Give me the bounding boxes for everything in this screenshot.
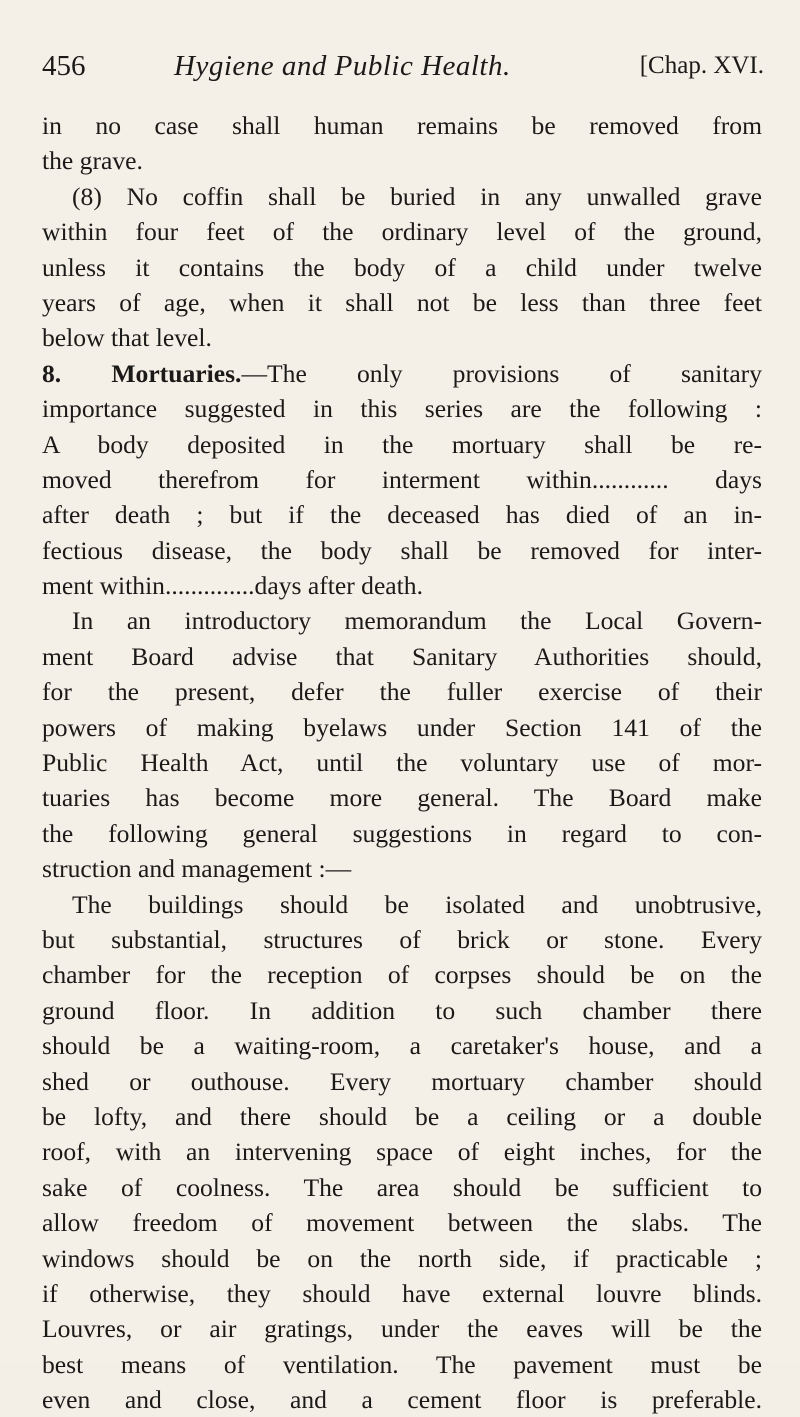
text-line [42, 1382, 762, 1417]
line-text: importance suggested in this series are the following : [42, 394, 762, 424]
line-text: allow freedom of movement between the slabs. The [42, 1208, 762, 1238]
text-line [42, 710, 762, 745]
line-text: Louvres, or air gratings, under the eaves will be the [42, 1314, 762, 1344]
line-text: ment Board advise that Sanitary Authorities should, [42, 641, 762, 671]
line-text: In an introductory memorandum the Local Govern- [72, 606, 762, 636]
text-line [42, 356, 762, 391]
line-text: below that level. [42, 323, 212, 353]
line-text: ment within..............days after death. [42, 571, 423, 601]
text-line [42, 533, 762, 568]
line-text: best means of ventilation. The pavement must be [42, 1349, 762, 1379]
line-text: the following general suggestions in regard to con- [42, 818, 762, 848]
text-line [42, 250, 762, 285]
text-line [42, 108, 762, 143]
line-text: sake of coolness. The area should be sufficient to [42, 1172, 762, 1202]
running-header [42, 44, 764, 92]
line-text: —The only provisions of sanitary [241, 358, 763, 388]
line-text: Public Health Act, until the voluntary use of mor- [42, 748, 762, 778]
line-text: fectious disease, the body shall be removed for inter- [42, 535, 762, 565]
text-line [42, 214, 762, 249]
text-line [42, 1347, 762, 1382]
text-line [42, 1099, 762, 1134]
line-text: in no case shall human remains be removed from [42, 111, 762, 140]
text-line [42, 391, 762, 426]
text-line [42, 1134, 762, 1169]
text-line [42, 1170, 762, 1205]
text-line [42, 568, 762, 603]
line-text: the grave. [42, 146, 143, 176]
line-text: for the present, defer the fuller exercise of their [42, 677, 762, 707]
line-text: The buildings should be isolated and unobtrusive, [72, 889, 762, 919]
text-line [42, 993, 762, 1028]
line-text: chamber for the reception of corpses should be on the [42, 960, 762, 990]
line-text: after death ; but if the deceased has died of an in- [42, 500, 762, 530]
text-line [42, 745, 762, 780]
line-text: windows should be on the north side, if practicable ; [42, 1243, 762, 1273]
text-line [42, 143, 762, 178]
text-line [42, 285, 762, 320]
line-text: powers of making byelaws under Section 141 of the [42, 712, 762, 742]
text-line [42, 780, 762, 815]
running-title: Hygiene and Public Health. [174, 50, 511, 82]
text-line [42, 497, 762, 532]
text-line [42, 1311, 762, 1346]
text-line [42, 179, 762, 214]
text-line [42, 674, 762, 709]
line-text: moved therefrom for interment within............ days [42, 464, 762, 494]
text-line [42, 1276, 762, 1311]
text-line [42, 1064, 762, 1099]
page-number: 456 [42, 50, 86, 82]
text-line [42, 851, 762, 886]
text-line [42, 639, 762, 674]
text-line [42, 957, 762, 992]
line-text: if otherwise, they should have external louvre blinds. [42, 1278, 762, 1308]
line-text: be lofty, and there should be a ceiling or a double [42, 1101, 762, 1131]
text-line [42, 462, 762, 497]
line-text: A body deposited in the mortuary shall be re- [42, 429, 762, 459]
line-text: should be a waiting-room, a caretaker's house, and a [42, 1031, 762, 1061]
line-text: even and close, and a cement floor is preferable. [42, 1385, 762, 1415]
text-line [42, 320, 762, 355]
text-line [42, 1205, 762, 1240]
text-line [42, 887, 762, 922]
text-line [42, 1241, 762, 1276]
chapter-label: [Chap. XVI. [639, 52, 764, 79]
text-line [42, 427, 762, 462]
section-heading: 8. Mortuaries. [42, 358, 242, 388]
line-text: (8) No coffin shall be buried in any unwalled grave [72, 181, 762, 211]
line-text: ground floor. In addition to such chamber there [42, 995, 762, 1025]
line-text: roof, with an intervening space of eight inches, for the [42, 1137, 762, 1167]
text-line [42, 922, 762, 957]
line-text: years of age, when it shall not be less than three feet [42, 287, 762, 317]
line-text: tuaries has become more general. The Board make [42, 783, 762, 813]
text-line [42, 1028, 762, 1063]
line-text: but substantial, structures of brick or stone. Every [42, 924, 762, 954]
body-text [42, 108, 762, 1417]
line-text: within four feet of the ordinary level of the ground, [42, 217, 762, 247]
line-text: unless it contains the body of a child under twelve [42, 252, 762, 282]
text-line [42, 603, 762, 638]
line-text: struction and management :— [42, 854, 352, 884]
line-text: shed or outhouse. Every mortuary chamber should [42, 1066, 762, 1096]
text-line [42, 816, 762, 851]
